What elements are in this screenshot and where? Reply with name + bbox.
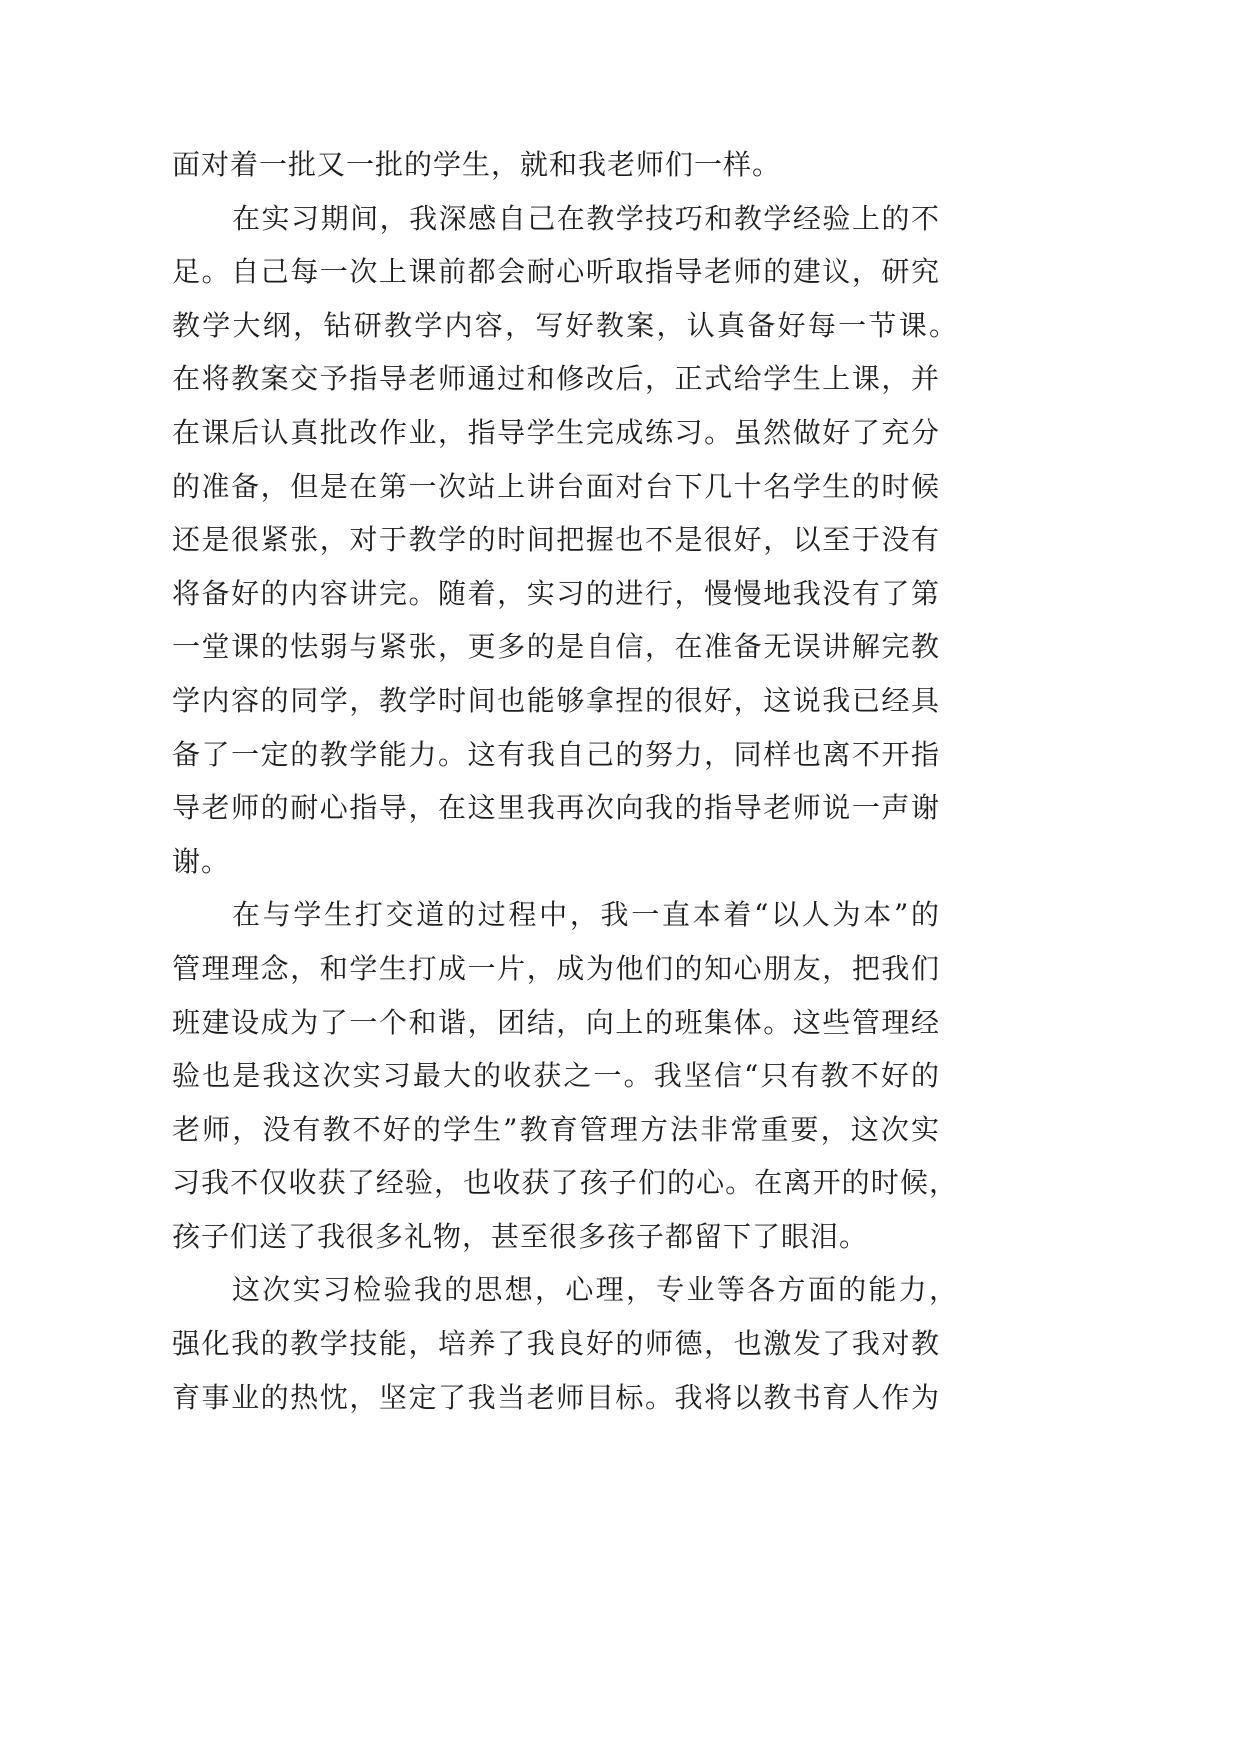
text-line: 面对着一批又一批的学生，就和我老师们一样。 <box>172 148 782 181</box>
text-line: 验也是我这次实习最大的收获之一。我坚信“只有教不好的 <box>172 1059 940 1093</box>
text-line: 备了一定的教学能力。这有我自己的努力，同样也离不开指 <box>172 737 940 771</box>
text-line: 习我不仅收获了经验，也收获了孩子们的心。在离开的时候， <box>172 1166 958 1200</box>
paragraph <box>172 888 958 1263</box>
text-line: 在实习期间，我深感自己在教学技巧和教学经验上的不 <box>232 201 940 235</box>
text-line: 学内容的同学，教学时间也能够拿捏的很好，这说我已经具 <box>172 683 940 717</box>
paragraph <box>172 192 958 889</box>
text-line: 育事业的热忱，坚定了我当老师目标。我将以教书育人作为 <box>172 1380 940 1414</box>
text-line: 班建设成为了一个和谐，团结，向上的班集体。这些管理经 <box>172 1005 940 1039</box>
text-line: 在课后认真批改作业，指导学生完成练习。虽然做好了充分 <box>172 415 940 449</box>
text-line: 教学大纲，钻研教学内容，写好教案，认真备好每一节课。 <box>172 308 958 342</box>
paragraph <box>172 1263 958 1424</box>
text-line: 在与学生打交道的过程中，我一直本着“以人为本”的 <box>232 898 940 932</box>
text-line: 导老师的耐心指导，在这里我再次向我的指导老师说一声谢 <box>172 791 940 825</box>
text-line: 管理理念，和学生打成一片，成为他们的知心朋友，把我们 <box>172 951 940 985</box>
text-line: 的准备，但是在第一次站上讲台面对台下几十名学生的时候 <box>172 469 940 503</box>
text-line: 在将教案交予指导老师通过和修改后，正式给学生上课，并 <box>172 362 940 396</box>
paragraph <box>172 138 940 192</box>
body-text <box>172 138 958 1424</box>
text-line: 足。自己每一次上课前都会耐心听取指导老师的建议，研究 <box>172 255 940 289</box>
text-line: 将备好的内容讲完。随着，实习的进行，慢慢地我没有了第 <box>172 576 940 610</box>
text-line: 还是很紧张，对于教学的时间把握也不是很好，以至于没有 <box>172 523 940 557</box>
text-line: 强化我的教学技能，培养了我良好的师德，也激发了我对教 <box>172 1327 940 1361</box>
text-line: 孩子们送了我很多礼物，甚至很多孩子都留下了眼泪。 <box>172 1219 869 1253</box>
text-line: 谢。 <box>172 844 231 878</box>
text-line: 老师，没有教不好的学生”教育管理方法非常重要，这次实 <box>172 1112 940 1146</box>
text-line: 一堂课的怯弱与紧张，更多的是自信，在准备无误讲解完教 <box>172 630 940 664</box>
text-line: 这次实习检验我的思想，心理，专业等各方面的能力， <box>232 1273 958 1307</box>
